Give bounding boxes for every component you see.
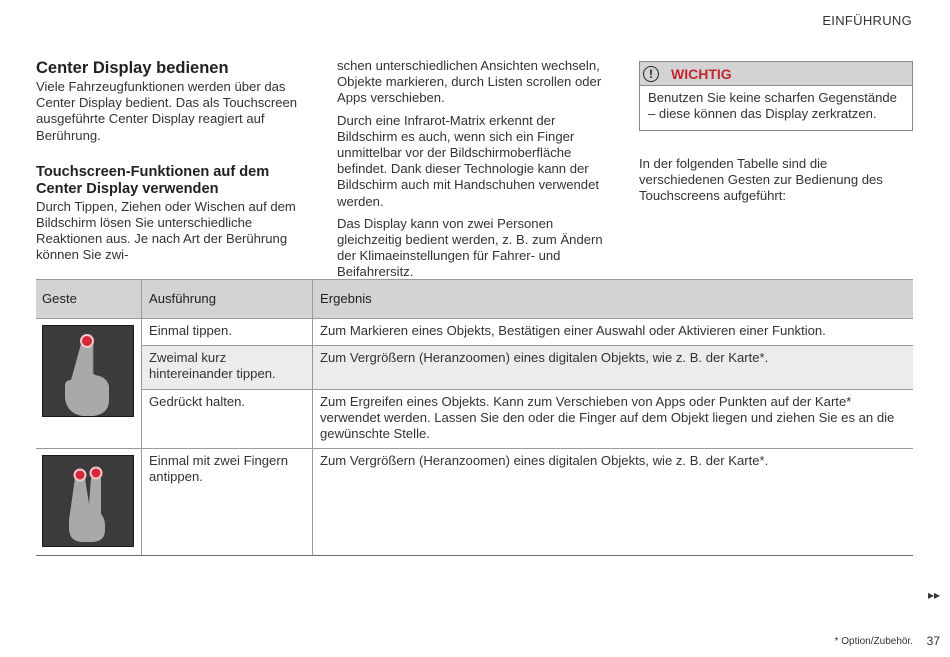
table-intro-text: In der folgenden Tabelle sind die verschiedenen Gesten zur Bedienung des Touchscreens aufgeführt: (639, 156, 883, 204)
table-header-row (36, 280, 913, 319)
section-subtitle: Touchscreen-Funktionen auf dem Center Display verwenden (36, 163, 270, 198)
footnote: * Option/Zubehör. (834, 636, 913, 647)
page-number: 37 (926, 634, 940, 648)
intro-paragraph: Viele Fahrzeugfunktionen werden über das Center Display bedient. Das als Touchscreen ausgeführte Center Display reagiert auf Berührung. (36, 79, 298, 143)
result-cell: Zum Markieren eines Objekts, Bestätigen einer Auswahl oder Aktivieren einer Funktion. (313, 319, 914, 346)
column-header-execution: Ausführung (142, 280, 313, 319)
warning-title: WICHTIG (671, 65, 732, 82)
page-title: Center Display bedienen (36, 59, 229, 77)
execution-cell: Einmal mit zwei Fingern antippen. (142, 449, 313, 556)
result-cell: Zum Vergrößern (Heranzoomen) eines digitalen Objekts, wie z. B. der Karte*. (313, 346, 914, 389)
paragraph-views: schen unterschiedlichen Ansichten wechseln, Objekte markieren, durch Listen scrollen oder Apps verschieben. (337, 58, 602, 106)
paragraph-infrared: Durch eine Infrarot-Matrix erkennt der Bildschirm es auch, wenn sich ein Finger unmittelbar vor der Bildschirmoberfläche befindet. Dank dieser Technologie kann der Bildschirm auch mit Handschuhen verwendet werden. (337, 112, 600, 209)
warning-text: Benutzen Sie keine scharfen Gegenstände – diese können das Display zerkratzen. (648, 90, 897, 122)
two-finger-tap-icon (42, 455, 134, 547)
warning-box (639, 61, 913, 131)
exclamation-icon: ! (643, 66, 659, 82)
result-cell: Zum Vergrößern (Heranzoomen) eines digitalen Objekts, wie z. B. der Karte*. (313, 449, 914, 556)
one-finger-tap-icon (42, 325, 134, 417)
column-header-gesture: Geste (36, 280, 142, 319)
section-label: EINFÜHRUNG (822, 13, 912, 28)
middle-column (337, 58, 612, 281)
next-page-icon[interactable]: ▸▸ (927, 588, 940, 602)
execution-cell: Einmal tippen. (142, 319, 313, 346)
table-row (36, 389, 913, 449)
warning-header (640, 62, 912, 86)
gesture-cell (36, 449, 142, 556)
table-row (36, 346, 913, 389)
subtitle-paragraph: Durch Tippen, Ziehen oder Wischen auf dem Bildschirm lösen Sie unterschiedliche Reaktionen aus. Je nach Art der Berührung können Sie zwi- (36, 198, 296, 263)
table-row (36, 449, 913, 556)
paragraph-two-persons: Das Display kann von zwei Personen gleichzeitig bedient werden, z. B. zum Ändern der Klimaeinstellungen für Fahrer- und Beifahrersitz. (337, 215, 603, 280)
execution-cell: Gedrückt halten. (142, 389, 313, 449)
result-cell: Zum Ergreifen eines Objekts. Kann zum Verschieben von Apps oder Punkten auf der Karte* verwendet werden. Lassen Sie den oder die Finger auf dem Objekt liegen und ziehen Sie es an die gewünschte Stelle. (313, 389, 914, 449)
left-column (36, 58, 312, 264)
execution-cell: Zweimal kurz hintereinander tippen. (142, 346, 313, 389)
column-header-result: Ergebnis (313, 280, 914, 319)
gesture-table (36, 279, 913, 556)
table-row (36, 319, 913, 346)
gesture-cell (36, 319, 142, 449)
